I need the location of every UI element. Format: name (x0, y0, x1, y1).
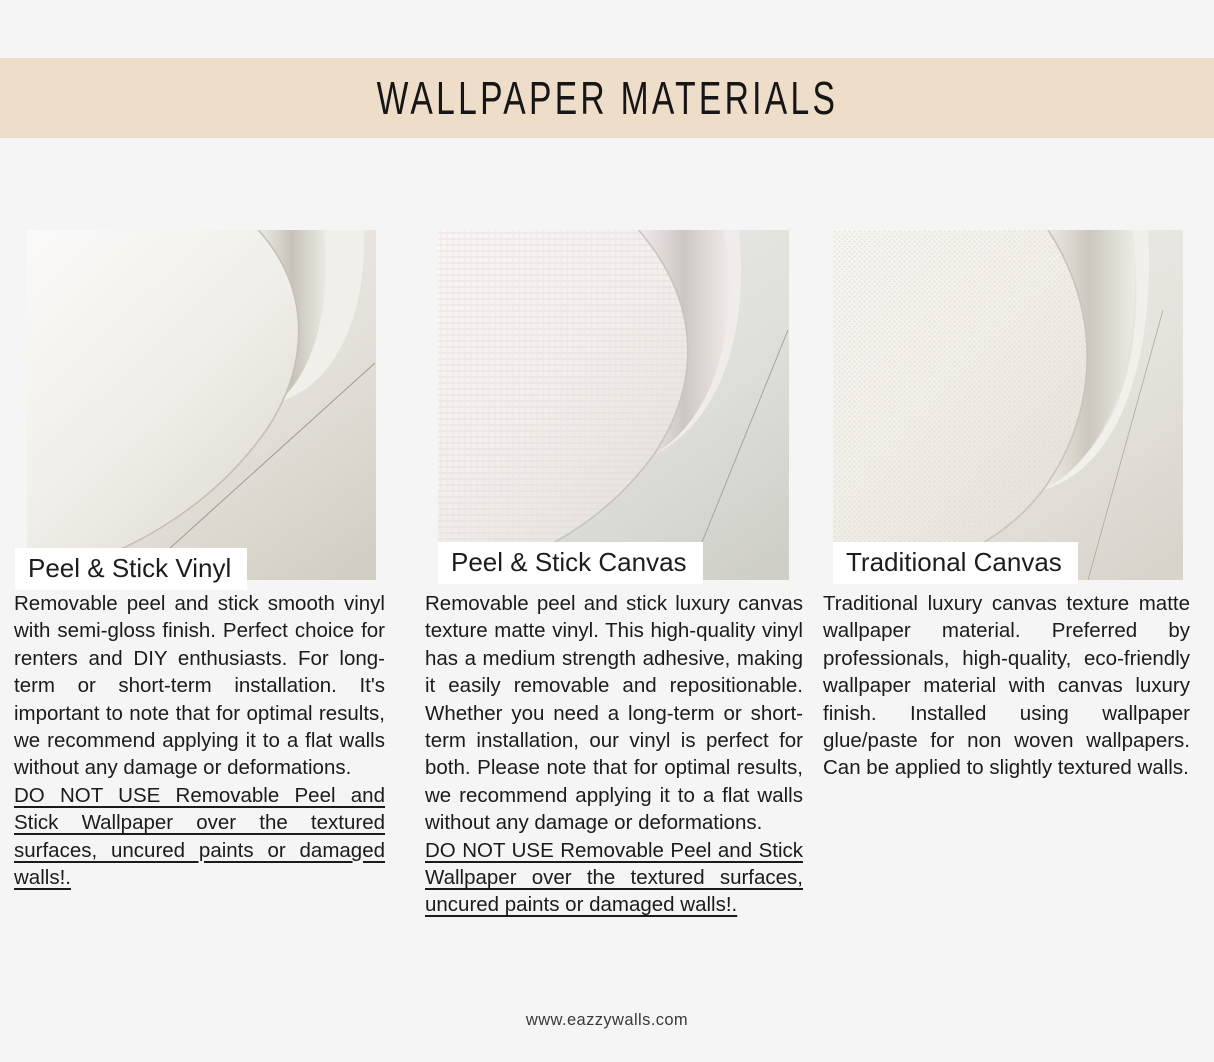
website-url-text: www.eazzywalls.com (525, 1011, 689, 1029)
material-description: Removable peel and stick luxury canvas texture matte vinyl. This high-quality vinyl has a medium strength adhesive, making it easily removable and repositionable. Whether you need a long-term or short-term installation, our vinyl is perfect for both. Please note that for optimal results, we recommend applying it to a flat walls without any damage or deformations. (425, 592, 803, 835)
page-title-text: WALLPAPER MATERIALS (376, 71, 838, 124)
material-description: Traditional luxury canvas texture matte wallpaper material. Preferred by professionals, high-quality, eco-friendly wallpaper material with canvas luxury finish. Installed using wallpaper glue/paste for non woven wallpapers. Can be applied to slightly textured walls. (823, 592, 1190, 780)
material-text-traditional-canvas (823, 590, 1190, 782)
material-photo-peel-stick-vinyl (27, 230, 376, 580)
header-banner (0, 58, 1214, 138)
material-photo-peel-stick-canvas (438, 230, 789, 580)
material-description: Removable peel and stick smooth vinyl with semi-gloss finish. Perfect choice for renters and DIY enthusiasts. For long-term or short-term installation. It's important to note that for optimal results, we recommend applying it to a flat walls without any damage or deformations. (14, 592, 385, 780)
material-warning: DO NOT USE Removable Peel and Stick Wallpaper over the textured surfaces, uncured paints or damaged walls!. (14, 783, 385, 890)
material-warning: DO NOT USE Removable Peel and Stick Wallpaper over the textured surfaces, uncured paints or damaged walls!. (425, 838, 803, 917)
material-label-peel-stick-vinyl: Peel & Stick Vinyl (15, 548, 247, 590)
curled-traditional-canvas-image (833, 230, 1183, 580)
curled-canvas-sample-image (438, 230, 789, 580)
material-text-peel-stick-vinyl (14, 590, 385, 891)
material-label-traditional-canvas: Traditional Canvas (833, 542, 1078, 584)
curled-vinyl-sample-image (27, 230, 376, 580)
material-photo-traditional-canvas (833, 230, 1183, 580)
material-text-peel-stick-canvas (425, 590, 803, 919)
footer (0, 1011, 1214, 1030)
material-label-peel-stick-canvas: Peel & Stick Canvas (438, 542, 703, 584)
page-title (326, 71, 889, 124)
